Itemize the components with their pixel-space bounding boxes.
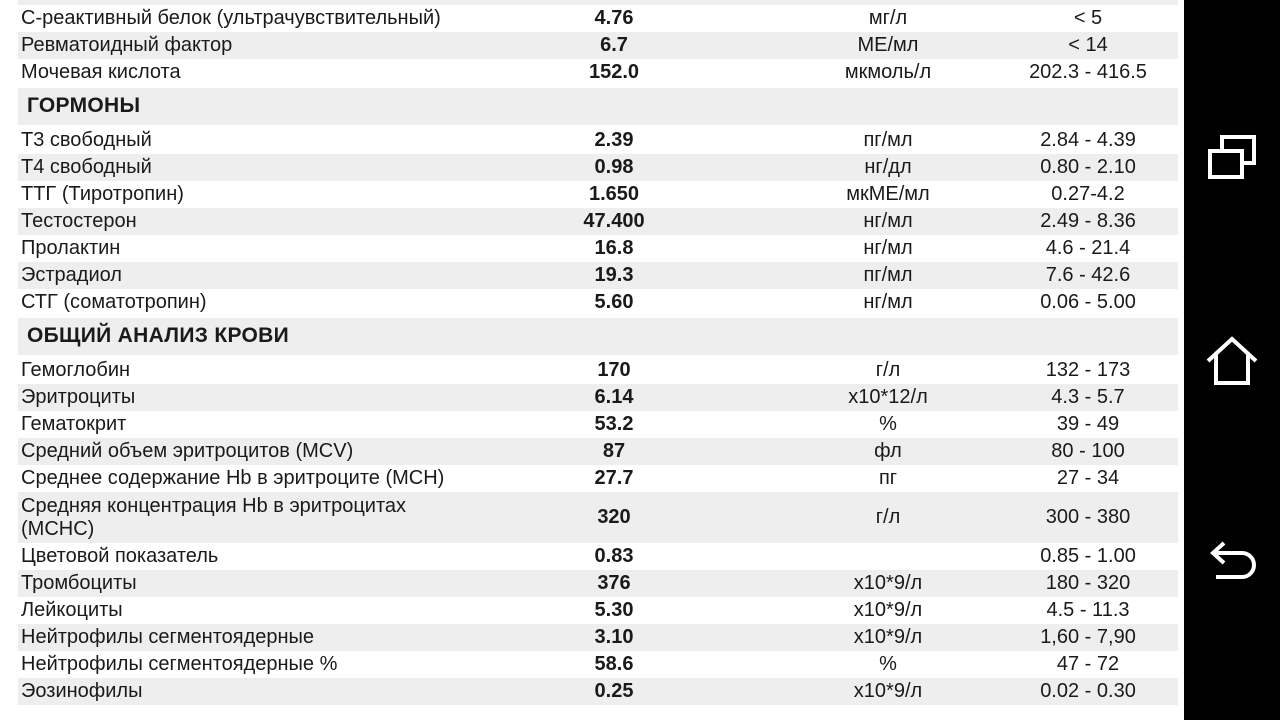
table-row — [18, 59, 1178, 86]
test-name: Т3 свободный — [21, 129, 152, 151]
test-value: 170 — [597, 359, 631, 381]
table-row — [18, 235, 1178, 262]
test-name: Среднее содержание Hb в эритроците (MCH) — [21, 467, 445, 489]
test-unit — [788, 543, 988, 570]
test-unit: г/л — [875, 506, 901, 528]
test-unit: мг/л — [868, 7, 908, 29]
test-unit: % — [879, 413, 897, 435]
table-row — [18, 181, 1178, 208]
test-value: 3.10 — [594, 626, 634, 648]
test-name: ТТГ (Тиротропин) — [21, 183, 184, 205]
test-unit: нг/мл — [863, 291, 913, 313]
test-value: 1.650 — [588, 183, 640, 205]
table-row — [18, 411, 1178, 438]
test-value: 58.6 — [594, 653, 634, 675]
test-unit: нг/дл — [864, 156, 912, 178]
test-value: 19.3 — [594, 264, 634, 286]
reference-range: 0.80 - 2.10 — [1040, 156, 1136, 178]
section-title: ОБЩИЙ АНАЛИЗ КРОВИ — [27, 324, 289, 348]
test-unit: фл — [874, 440, 902, 462]
test-name: Лейкоциты — [21, 599, 123, 621]
table-row — [18, 570, 1178, 597]
test-value: 27.7 — [594, 467, 634, 489]
test-name: Нейтрофилы сегментоядерные % — [21, 653, 338, 675]
reference-range: < 5 — [1073, 7, 1103, 29]
test-name: Пролактин — [21, 237, 121, 259]
reference-range: 39 - 49 — [1056, 413, 1120, 435]
reference-range: < 14 — [1068, 34, 1108, 56]
test-unit: пг/мл — [863, 129, 913, 151]
section-header — [18, 318, 1178, 355]
test-value: 47.400 — [583, 210, 645, 232]
table-row — [18, 127, 1178, 154]
test-value: 6.14 — [594, 386, 634, 408]
test-unit: х10*9/л — [853, 626, 923, 648]
table-row — [18, 154, 1178, 181]
test-value: 16.8 — [594, 237, 634, 259]
test-name: Нейтрофилы сегментоядерные — [21, 626, 315, 648]
table-row — [18, 289, 1178, 316]
reference-range: 27 - 34 — [1056, 467, 1120, 489]
section-header — [18, 88, 1178, 125]
test-name: Мочевая кислота — [21, 61, 181, 83]
android-navigation-bar — [1184, 0, 1280, 720]
test-unit: пг — [878, 467, 898, 489]
test-name: С-реактивный белок (ультрачувствительный) — [21, 7, 441, 29]
test-unit: г/л — [875, 359, 901, 381]
reference-range: 4.5 - 11.3 — [1046, 599, 1130, 621]
test-unit: нг/мл — [863, 237, 913, 259]
reference-range: 300 - 380 — [1045, 506, 1131, 528]
reference-range: 1,60 - 7,90 — [1040, 626, 1136, 648]
test-value: 4.76 — [594, 7, 634, 29]
recent-apps-button[interactable] — [1200, 126, 1264, 190]
table-row — [18, 32, 1178, 59]
back-icon — [1204, 537, 1260, 587]
test-value: 53.2 — [594, 413, 634, 435]
test-value: 0.25 — [594, 680, 634, 702]
recent-apps-icon — [1204, 133, 1260, 183]
test-unit: % — [879, 653, 897, 675]
table-row — [18, 5, 1178, 32]
test-unit: мкмоль/л — [844, 61, 932, 83]
test-name: Эстрадиол — [21, 264, 122, 286]
back-button[interactable] — [1200, 530, 1264, 594]
home-icon — [1204, 333, 1260, 387]
table-row — [18, 678, 1178, 705]
test-name: Тестостерон — [21, 210, 137, 232]
test-name: Тромбоциты — [21, 572, 137, 594]
reference-range: 180 - 320 — [1045, 572, 1131, 594]
reference-range: 0.06 - 5.00 — [1040, 291, 1136, 313]
test-value: 2.39 — [594, 129, 634, 151]
reference-range: 2.49 - 8.36 — [1040, 210, 1136, 232]
test-name: СТГ (соматотропин) — [21, 291, 207, 313]
table-row — [18, 597, 1178, 624]
test-name: Т4 свободный — [21, 156, 152, 178]
home-button[interactable] — [1200, 328, 1264, 392]
table-row — [18, 384, 1178, 411]
section-title: ГОРМОНЫ — [27, 94, 141, 118]
reference-range: 7.6 - 42.6 — [1045, 264, 1131, 286]
test-value: 5.30 — [594, 599, 634, 621]
table-row — [18, 543, 1178, 570]
test-name: Эозинофилы — [21, 680, 143, 702]
table-row — [18, 438, 1178, 465]
table-row — [18, 651, 1178, 678]
test-value: 5.60 — [594, 291, 634, 313]
test-name: Ревматоидный фактор — [21, 34, 233, 56]
test-unit: х10*9/л — [853, 599, 923, 621]
reference-range: 132 - 173 — [1045, 359, 1131, 381]
reference-range: 47 - 72 — [1056, 653, 1120, 675]
reference-range: 0.85 - 1.00 — [1040, 545, 1136, 567]
test-value: 6.7 — [600, 34, 628, 56]
test-unit: мкМЕ/мл — [846, 183, 930, 205]
test-unit: пг/мл — [863, 264, 913, 286]
test-unit: нг/мл — [863, 210, 913, 232]
test-name: Эритроциты — [21, 386, 136, 408]
table-row — [18, 208, 1178, 235]
table-row — [18, 492, 1178, 543]
test-unit: х10*9/л — [853, 680, 923, 702]
test-name: Гематокрит — [21, 413, 127, 435]
reference-range: 4.3 - 5.7 — [1051, 386, 1125, 408]
test-name: Гемоглобин — [21, 359, 131, 381]
test-unit: х10*9/л — [853, 572, 923, 594]
test-value: 376 — [597, 572, 631, 594]
reference-range: 0.02 - 0.30 — [1040, 680, 1136, 702]
table-row — [18, 357, 1178, 384]
reference-range: 0.27-4.2 — [1051, 183, 1125, 205]
table-row — [18, 465, 1178, 492]
test-value: 0.98 — [594, 156, 634, 178]
test-name: Цветовой показатель — [21, 545, 219, 567]
reference-range: 202.3 - 416.5 — [1029, 61, 1147, 83]
test-value: 152.0 — [588, 61, 640, 83]
test-name: Средняя концентрация Hb в эритроцитах (MCHC) — [21, 494, 407, 540]
reference-range: 80 - 100 — [1051, 440, 1125, 462]
table-row — [18, 262, 1178, 289]
test-value: 0.83 — [594, 545, 634, 567]
reference-range: 2.84 - 4.39 — [1040, 129, 1136, 151]
test-unit: МЕ/мл — [857, 34, 919, 56]
test-value: 320 — [597, 506, 631, 528]
table-row — [18, 624, 1178, 651]
test-unit: х10*12/л — [848, 386, 928, 408]
test-value: 87 — [602, 440, 626, 462]
test-name: Средний объем эритроцитов (MCV) — [21, 440, 354, 462]
reference-range: 4.6 - 21.4 — [1045, 237, 1131, 259]
